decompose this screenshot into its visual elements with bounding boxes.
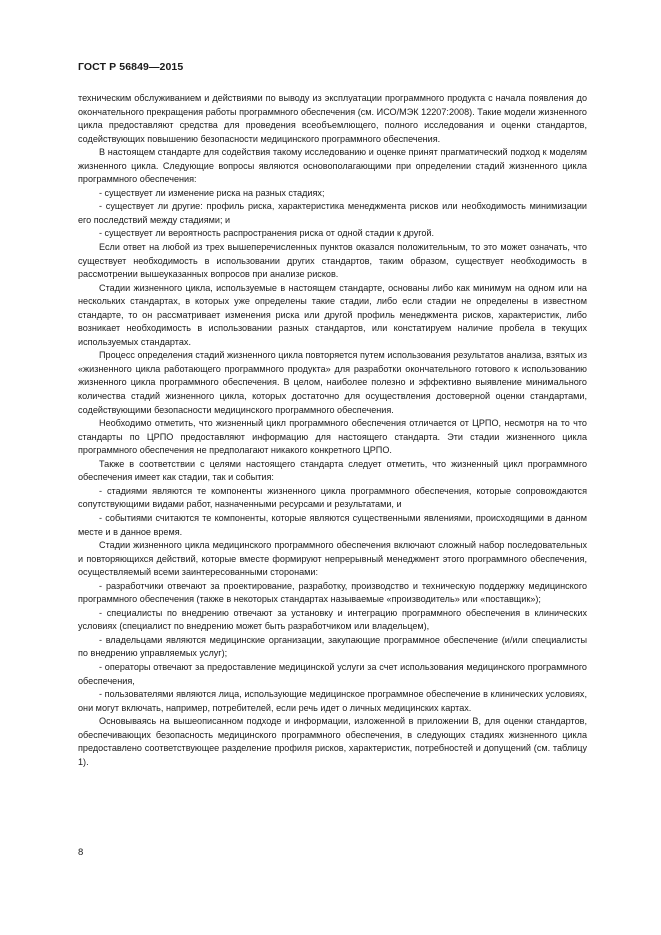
paragraph-continuation: техническим обслуживанием и действиями по выводу из эксплуатации программного продукта с начала появления до окончательного прекращения работы программного обеспечения (см. ИСО/МЭК 12207:2008). Такие модели жизненного цикла предоставляют средства для проведения всеобъемлющего, полного исследования и оценки стандартов, содействующих повышению безопасности медицинского программного обеспечения. bbox=[78, 93, 587, 144]
paragraph: В настоящем стандарте для содействия такому исследованию и оценке принят прагматический подход к моделям жизненного цикла. Следующие вопросы являются основополагающими при определении стадий жизненного цикла программного обеспечения: bbox=[78, 147, 587, 185]
list-item: - существует ли другие: профиль риска, характеристика менеджмента рисков или необходимость минимизации его последствий между стадиями; и bbox=[78, 201, 587, 225]
list-item: - событиями считаются те компоненты, которые являются существенными явлениями, происходящими в данном месте и в данное время. bbox=[78, 512, 587, 537]
page-number: 8 bbox=[78, 847, 84, 858]
paragraph: Также в соответствии с целями настоящего стандарта следует отметить, что жизненный цикл программного обеспечения имеет как стадии, так и события: bbox=[78, 458, 587, 483]
list-item: - разработчики отвечают за проектирование, разработку, производство и техническую поддержку медицинского программного обеспечения (также в некоторых стандартах называемые «производитель» или «поставщик»); bbox=[78, 580, 587, 605]
paragraph: Основываясь на вышеописанном подходе и информации, изложенной в приложении В, для оценки стандартов, обеспечивающих безопасность медицинского программного обеспечения, в следующих стадиях жизненного цикла предоставлено соответствующее разделение профиля рисков, характеристик, потребностей и допущений (см. таблицу 1). bbox=[78, 716, 587, 767]
paragraph: Стадии жизненного цикла медицинского программного обеспечения включают сложный набор последовательных и повторяющихся действий, которые вместе формируют непрерывный менеджмент этого программного обеспечения, осуществляемый всеми заинтересованными сторонами: bbox=[78, 540, 587, 578]
paragraph: Стадии жизненного цикла, используемые в настоящем стандарте, основаны либо как минимум на одном или на нескольких стандартах, в которых уже определены такие стадии, либо если стадии не определены в известном стандарте, то он рассматривает изменения риска или другой профиль менеджмента рисков, характеристик, либо возникает необходимость в использовании разных стандартов, или констатируем наличие пробела в текущих используемых стандартах. bbox=[78, 282, 587, 347]
list-item: - существует ли вероятность распространения риска от одной стадии к другой. bbox=[99, 228, 435, 239]
list-item: - специалисты по внедрению отвечают за установку и интеграцию программного обеспечения в клинических условиях (специалист по внедрению может быть разработчиком или владельцем), bbox=[78, 607, 587, 632]
body-text bbox=[78, 92, 587, 769]
list-item: - операторы отвечают за предоставление медицинской услуги за счет использования медицинского программного обеспечения, bbox=[78, 661, 587, 686]
paragraph: Процесс определения стадий жизненного цикла повторяется путем использования результатов анализа, взятых из «жизненного цикла работающего программного продукта» для разработки окончательного готового к использованию жизненного цикла программного обеспечения. В целом, наиболее полезно и эффективно выявление минимального количества стадий жизненного цикла, которых достаточно для осуществления достоверной оценки стандартами, содействующими безопасности медицинского программного обеспечения. bbox=[78, 350, 587, 415]
paragraph: Необходимо отметить, что жизненный цикл программного обеспечения отличается от ЦРПО, несмотря на то что стандарты по ЦРПО предоставляют информацию для настоящего стандарта. Эти стадии жизненного цикла программного обеспечения не предполагают никакого конкретного ЦРПО. bbox=[78, 418, 587, 456]
list-item: - существует ли изменение риска на разных стадиях; bbox=[99, 187, 325, 198]
list-item: - стадиями являются те компоненты жизненного цикла программного обеспечения, которые сопровождаются сопутствующими видами работ, назначенными ресурсами и результатами, и bbox=[78, 485, 587, 510]
paragraph: Если ответ на любой из трех вышеперечисленных пунктов оказался положительным, то это может означать, что существует необходимость в использовании других стандартов, таким образом, существует необходимость в рассмотрении вышеуказанных вопросов при анализе рисков. bbox=[78, 242, 587, 280]
list-item: - пользователями являются лица, использующие медицинское программное обеспечение в клинических условиях, они могут включать, например, потребителей, если речь идет о личных медицинских картах. bbox=[78, 689, 587, 713]
list-item: - владельцами являются медицинские организации, закупающие программное обеспечение (и/или специалисты по внедрению управляемых услуг); bbox=[78, 634, 587, 659]
document-standard-id: ГОСТ Р 56849—2015 bbox=[78, 61, 184, 73]
